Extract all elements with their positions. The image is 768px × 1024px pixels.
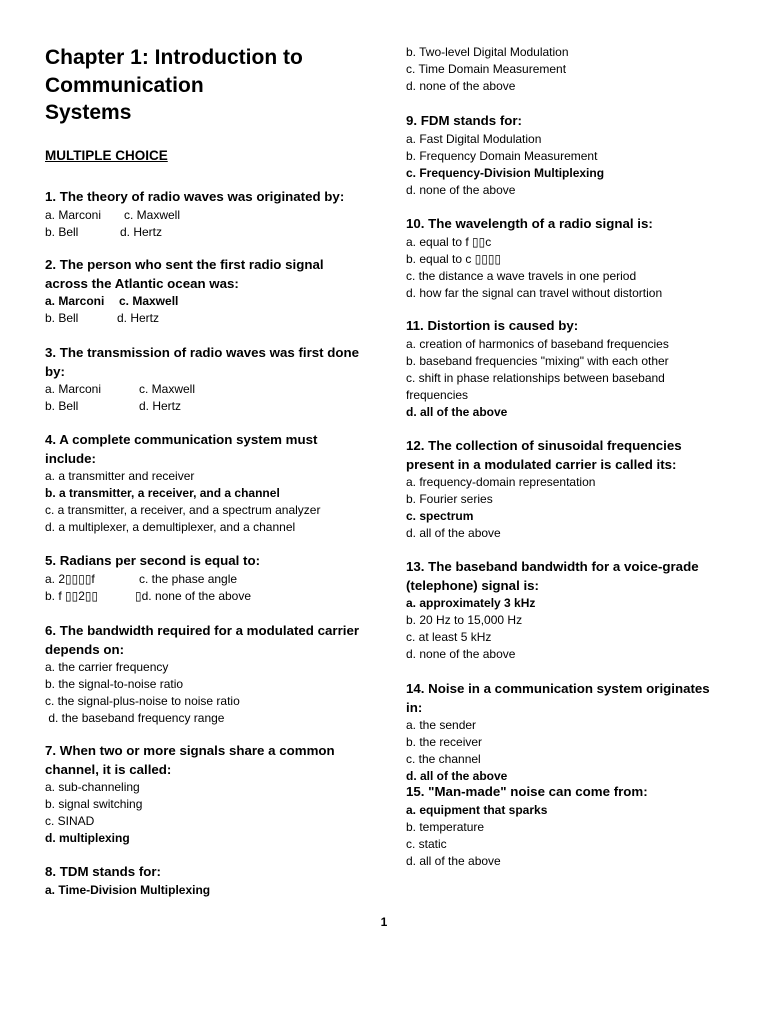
option: b. the signal-to-noise ratio	[45, 677, 184, 691]
option: a. approximately 3 kHz	[406, 596, 536, 610]
option: b. Two-level Digital Modulation	[406, 45, 569, 59]
question-15	[406, 783, 648, 870]
stem-line: 6. The bandwidth required for a modulated carrier	[45, 623, 360, 638]
option: d. none of the above	[406, 79, 516, 93]
option: c. the distance a wave travels in one period	[406, 268, 637, 283]
question-stem	[406, 558, 699, 595]
stem-line: depends on:	[45, 641, 125, 657]
option: c. SINAD	[45, 814, 95, 828]
question-stem	[406, 680, 710, 717]
stem-line: 5. Radians per second is equal to:	[45, 553, 261, 568]
question-stem	[45, 863, 210, 882]
stem-line: 11. Distortion is caused by:	[406, 318, 579, 333]
option-b: b. Bell	[45, 399, 79, 413]
stem-line: present in a modulated carrier is called its:	[406, 456, 677, 472]
stem-line: 12. The collection of sinusoidal frequencies	[406, 438, 682, 453]
option: c. a transmitter, a receiver, and a spectrum analyzer	[45, 503, 321, 517]
question-stem	[45, 188, 344, 207]
option-a: a. Marconi	[45, 294, 105, 308]
stem-line: 3. The transmission of radio waves was first done	[45, 345, 360, 360]
question-stem	[406, 317, 706, 336]
option-a: a. 2▯▯▯▯f	[45, 571, 95, 586]
question-13	[406, 558, 699, 663]
option: d. all of the above	[406, 853, 501, 868]
question-1	[45, 188, 344, 241]
option: a. equal to f ▯▯c	[406, 234, 492, 249]
option: a. sub-channeling	[45, 780, 140, 794]
question-stem	[406, 437, 682, 474]
option: c. spectrum	[406, 509, 474, 523]
option: b. temperature	[406, 819, 485, 834]
stem-line: 4. A complete communication system must	[45, 432, 318, 447]
option: c. at least 5 kHz	[406, 630, 492, 644]
option-a: a. Marconi	[45, 382, 102, 396]
question-stem	[45, 344, 359, 381]
option: b. Fourier series	[406, 492, 493, 506]
option: b. 20 Hz to 15,000 Hz	[406, 613, 523, 627]
option: c. the signal-plus-noise to noise ratio	[45, 694, 240, 708]
option: b. baseband frequencies "mixing" with each other	[406, 353, 669, 368]
stem-line: 1. The theory of radio waves was originated by:	[45, 189, 345, 204]
stem-line: across the Atlantic ocean was:	[45, 275, 239, 291]
option: d. all of the above	[406, 404, 508, 419]
stem-line: 9. FDM stands for:	[406, 113, 522, 128]
option-c: c. the phase angle	[139, 571, 238, 586]
option: a. a transmitter and receiver	[45, 469, 195, 483]
option: d. a multiplexer, a demultiplexer, and a channel	[45, 520, 296, 534]
option-row	[45, 293, 324, 310]
title-line: Communication	[45, 73, 204, 97]
stem-line: by:	[45, 363, 65, 379]
option: b. signal switching	[45, 797, 143, 811]
question-12	[406, 437, 682, 542]
section-heading: MULTIPLE CHOICE	[45, 148, 168, 163]
option: a. the sender	[406, 718, 477, 732]
question-8-continued	[406, 44, 569, 95]
option-b: b. Bell	[45, 224, 79, 239]
stem-line: 2. The person who sent the first radio signal	[45, 257, 324, 272]
question-stem	[45, 256, 324, 293]
option: b. equal to c ▯▯▯▯	[406, 251, 502, 266]
option: c. static	[406, 836, 447, 851]
option: d. all of the above	[406, 769, 508, 783]
option: d. none of the above	[406, 182, 516, 197]
option: b. Frequency Domain Measurement	[406, 148, 598, 163]
page-number: 1	[380, 915, 388, 929]
question-stem	[406, 783, 648, 802]
option-d: d. Hertz	[117, 311, 160, 325]
question-4	[45, 431, 320, 536]
question-9	[406, 112, 604, 199]
option: c. the channel	[406, 752, 481, 766]
option: a. frequency-domain representation	[406, 475, 596, 489]
title-line: Chapter 1: Introduction to	[45, 46, 303, 69]
option: d. none of the above	[406, 647, 516, 661]
option-b: b. Bell	[45, 311, 79, 325]
stem-line: in:	[406, 699, 423, 715]
option-row	[45, 224, 344, 241]
stem-line: 15. "Man-made" noise can come from:	[406, 784, 648, 799]
option: c. Frequency-Division Multiplexing	[406, 165, 605, 180]
option: a. the carrier frequency	[45, 660, 169, 674]
option-b: b. f ▯▯2▯▯	[45, 588, 99, 603]
question-11	[406, 317, 706, 421]
stem-line: 8. TDM stands for:	[45, 864, 161, 879]
option-c: c. Maxwell	[119, 294, 179, 308]
option: d. the baseband frequency range	[45, 711, 225, 725]
chapter-title	[45, 44, 375, 127]
option-d: d. Hertz	[139, 399, 182, 413]
option: b. a transmitter, a receiver, and a channel	[45, 486, 280, 500]
title-line: Systems	[45, 101, 132, 124]
option-c: c. Maxwell	[139, 382, 196, 396]
question-6	[45, 622, 359, 727]
stem-line: 7. When two or more signals share a common	[45, 743, 335, 758]
question-14	[406, 680, 710, 785]
stem-line: channel, it is called:	[45, 761, 172, 777]
stem-line: 10. The wavelength of a radio signal is:	[406, 216, 653, 231]
option: a. Fast Digital Modulation	[406, 131, 542, 146]
stem-line: 14. Noise in a communication system originates	[406, 681, 710, 696]
option: a. Time-Division Multiplexing	[45, 882, 211, 897]
option: d. how far the signal can travel without distortion	[406, 285, 663, 300]
option: a. creation of harmonics of baseband frequencies	[406, 336, 669, 351]
question-stem	[45, 622, 359, 659]
option-row	[45, 398, 359, 415]
option-a: a. Marconi	[45, 207, 102, 222]
option: b. the receiver	[406, 735, 483, 749]
question-2	[45, 256, 324, 327]
option: c. shift in phase relationships between baseband frequencies	[406, 370, 665, 402]
option: d. all of the above	[406, 526, 501, 540]
option-row	[45, 207, 344, 224]
option-row	[45, 571, 260, 588]
question-7	[45, 742, 335, 847]
option-d: ▯d. none of the above	[135, 588, 252, 603]
question-8	[45, 863, 210, 899]
question-5	[45, 552, 260, 605]
stem-line: 13. The baseband bandwidth for a voice-grade	[406, 559, 699, 574]
option: d. multiplexing	[45, 831, 130, 845]
question-stem	[406, 215, 662, 234]
question-stem	[406, 112, 604, 131]
question-10	[406, 215, 662, 302]
option-row	[45, 381, 359, 398]
question-stem	[45, 552, 260, 571]
stem-line: (telephone) signal is:	[406, 577, 539, 593]
option-row	[45, 310, 324, 327]
option: c. Time Domain Measurement	[406, 62, 567, 76]
option-row	[45, 588, 260, 605]
question-stem	[45, 431, 320, 468]
option: a. equipment that sparks	[406, 802, 548, 817]
stem-line: include:	[45, 450, 96, 466]
option-c: c. Maxwell	[124, 207, 181, 222]
option-d: d. Hertz	[120, 224, 163, 239]
question-3	[45, 344, 359, 415]
question-stem	[45, 742, 335, 779]
